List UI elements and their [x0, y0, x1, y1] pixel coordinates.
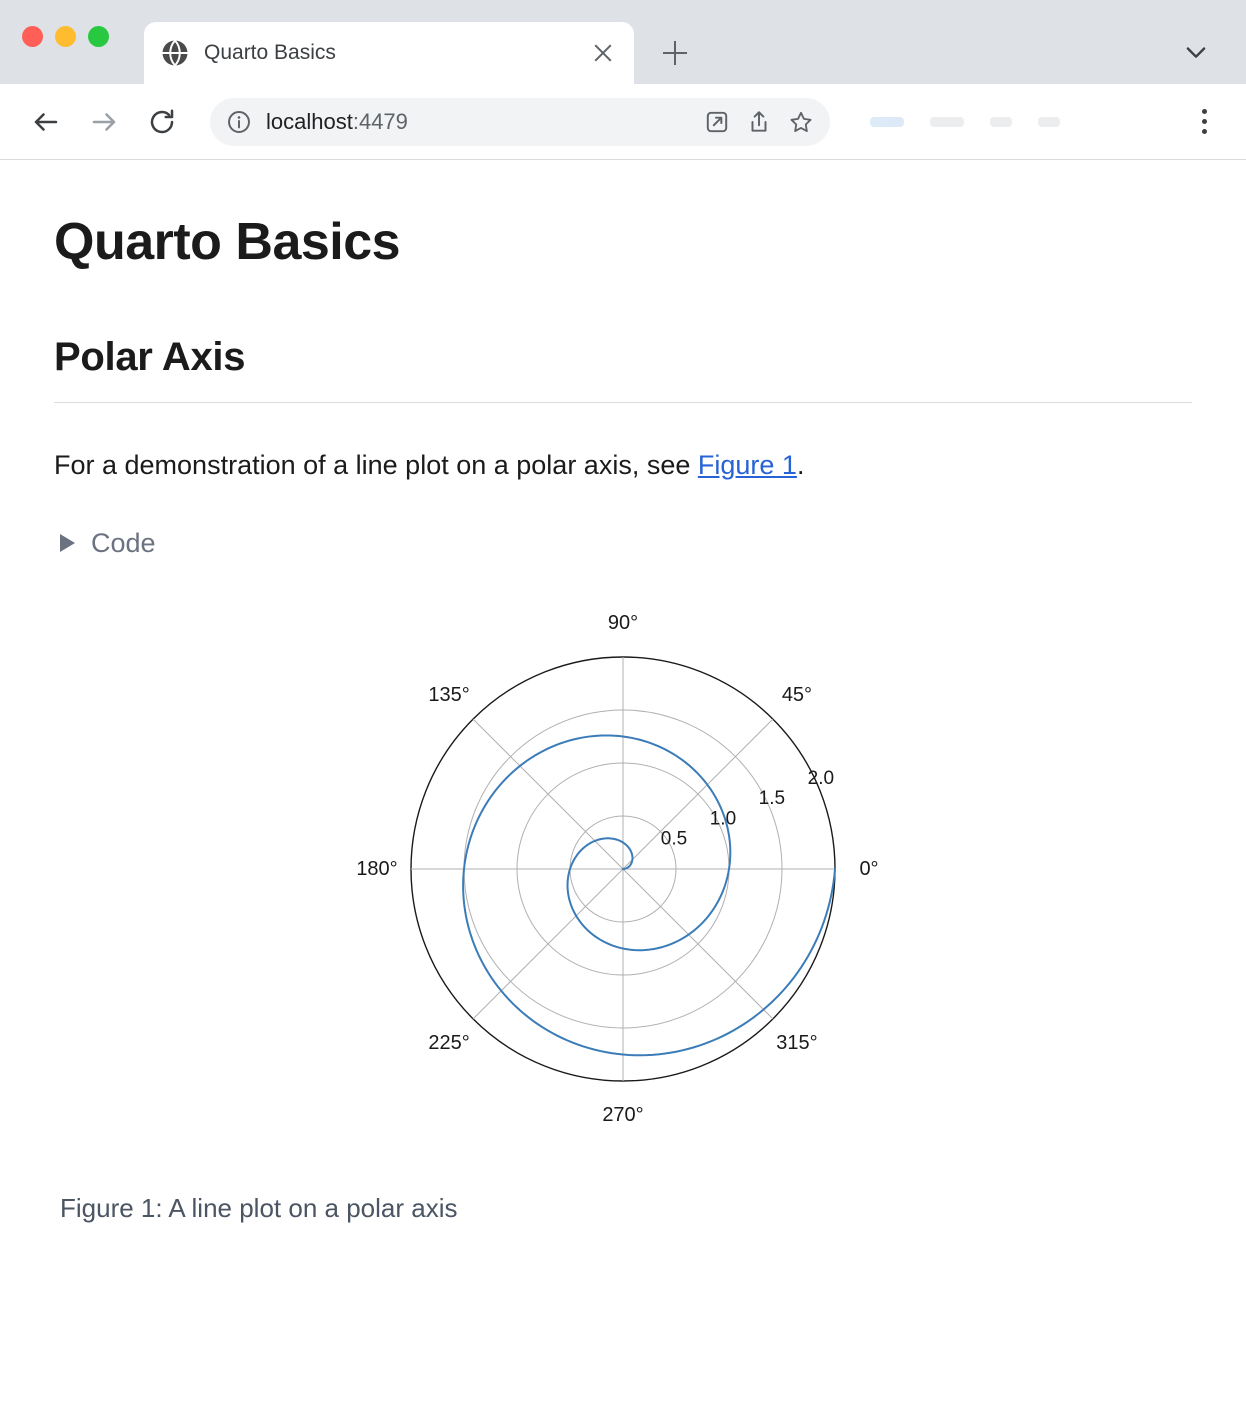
info-icon[interactable]	[224, 107, 254, 137]
install-icon[interactable]	[702, 107, 732, 137]
figure-caption: Figure 1: A line plot on a polar axis	[60, 1192, 458, 1223]
browser-toolbar	[0, 84, 1246, 160]
extension-icon-3[interactable]	[990, 117, 1012, 127]
tab-strip	[0, 0, 1246, 84]
polar-axis-chart	[343, 589, 903, 1149]
chevron-down-icon[interactable]	[1182, 38, 1210, 66]
page-title: Quarto Basics	[54, 213, 401, 271]
zoom-window-button[interactable]	[88, 26, 109, 47]
close-window-button[interactable]	[22, 26, 43, 47]
theta-tick-label: 315°	[776, 1031, 818, 1054]
address-bar[interactable]	[210, 98, 830, 146]
triangle-right-icon	[60, 534, 75, 552]
star-icon[interactable]	[786, 107, 816, 137]
browser-tab[interactable]	[144, 22, 634, 84]
forward-arrow-icon[interactable]	[80, 98, 128, 146]
figure-link[interactable]: Figure 1	[697, 450, 797, 481]
theta-tick-label: 180°	[356, 857, 398, 880]
code-disclosure-toggle[interactable]	[60, 528, 1192, 559]
extension-icon-2[interactable]	[930, 117, 964, 127]
url-port: :4479	[352, 108, 408, 134]
theta-tick-label: 225°	[428, 1031, 470, 1054]
r-tick-label: 1.5	[758, 787, 786, 809]
polar-spoke	[473, 719, 623, 869]
extensions-area	[840, 117, 1174, 127]
tab-title: Quarto Basics	[204, 41, 336, 64]
extension-icon-1[interactable]	[870, 117, 904, 127]
theta-tick-label: 0°	[859, 857, 879, 880]
r-tick-label: 0.5	[660, 828, 688, 850]
section-heading: Polar Axis	[54, 335, 246, 380]
theta-tick-label: 135°	[428, 683, 470, 706]
code-toggle-label: Code	[91, 527, 156, 558]
window-controls	[22, 26, 109, 47]
theta-tick-label: 45°	[781, 683, 813, 706]
minimize-window-button[interactable]	[55, 26, 76, 47]
r-tick-label: 2.0	[807, 767, 835, 789]
share-icon[interactable]	[744, 107, 774, 137]
globe-icon	[160, 38, 190, 68]
back-arrow-icon[interactable]	[22, 98, 70, 146]
theta-tick-label: 270°	[602, 1103, 644, 1126]
extension-icon-4[interactable]	[1038, 117, 1060, 127]
paragraph-text-after: .	[796, 450, 805, 481]
kebab-menu-icon[interactable]	[1184, 98, 1224, 146]
polar-spoke	[623, 869, 773, 1019]
page-content	[0, 160, 1246, 1224]
reload-icon[interactable]	[138, 98, 186, 146]
new-tab-button[interactable]	[652, 30, 698, 76]
figure-container	[54, 589, 1192, 1149]
r-tick-label: 1.0	[709, 808, 737, 830]
polar-spoke	[473, 869, 623, 1019]
url-host: localhost	[266, 108, 353, 134]
close-tab-icon[interactable]	[588, 38, 618, 68]
heading-divider	[54, 402, 1192, 403]
theta-tick-label: 90°	[607, 611, 639, 634]
intro-paragraph	[54, 447, 1192, 483]
url-text	[266, 109, 690, 135]
paragraph-text-before: For a demonstration of a line plot on a polar axis, see	[54, 450, 698, 481]
